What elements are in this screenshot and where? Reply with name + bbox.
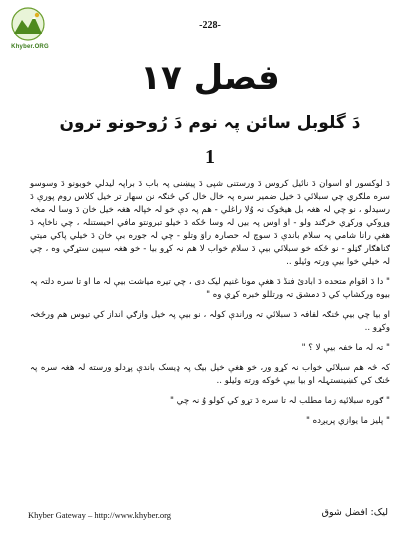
chapter-subtitle: دَ گلوبل سائن پہ نوم دَ رُوحونو ترون — [59, 113, 361, 133]
quote-1: " دا دَ اقوام متحده دَ ابادئ فنڈ دَ هغې مونا غنيم ليک دى ، چي تيره مياشت بيې لہ ما او تا سره دلتہ پہ بيوه وركشاپ کي دَ دمشق تہ ورتللو خبره کړي وه " — [30, 277, 390, 300]
footer-author: ليک: افضل شوق — [321, 507, 388, 518]
quote-3: " ګوره سبلائيه زما مطلب لہ تا سره دَ تړو کي کولو وُ نہ چي " — [169, 396, 390, 406]
section-number: 1 — [205, 146, 215, 168]
page-number: -228- — [199, 20, 221, 31]
quote-4: " پليز ما يوازي پريږده " — [305, 416, 390, 426]
logo-caption: Khyber.ORG — [11, 44, 49, 50]
paragraph-1: دَ لوکسور او اسوان دَ نائيل کروس دَ ورستنى شپى دَ پيښنى پہ باب دَ براپہ ليدلي خوبونو دَ وسوسو سره ملګري چي سبلائي دَ خيل ضمير سره پہ خال خال کي ځنګہ نن سهار تر خيل کلاس روم پورې دَ رسيدلو ، نو چي لہ هغہ بل هيڅوک نہ وُلا راغلي - هم پہ دې خو لہ خپالہ هغہ خيل خان دَ وسا لہ مخہ وړوکي ورکړي خرګند ولو - او اوس پہ بيں لہ وسا ځکه دَ خيلو تبرونتو مافي احيستنلہ ، چي ناخاپہ دَ هغې رانا شامي پہ سلام باندې دَ سوچ لہ حصارہ راوَ وتلو - چي لہ جوره بې خان دَ خيلي پاکي ميتي ګناهګار ګڼلو - نو ځکه خو سبلائي بيې دَ سلام خواب لا هم نہ کړو بيا - خو هغہ سپين ستړګي وه ، چي لہ خيلي خوا بيې ورتہ وئيلو .. — [30, 179, 390, 267]
chapter-title: فصل ۱۷ — [140, 58, 280, 98]
paragraph-3: کہ څہ هم سبلائي خواب نہ کړو ور، خو هغې خيل بيګ پہ ډيسک باندې پړدلو ورسته لہ هغہ سره پہ ځنګ کي کښينستہلہ او بيا بيې ځوکه ورته وئيلو .. — [30, 363, 390, 386]
quote-2: " تہ لہ ما خفہ بيې لا ؟ " — [301, 343, 390, 353]
paragraph-2: او بيا چي بيې ځنګہ لفافہ دَ سبلائي تہ وراندې کولہ ، نو بيې پہ خيل وازګي انداز کي تيوس هم ورځخہ وکړو .. — [30, 310, 390, 333]
body-text — [30, 178, 390, 435]
footer-source: Khyber Gateway – http://www.khyber.org — [28, 510, 172, 520]
